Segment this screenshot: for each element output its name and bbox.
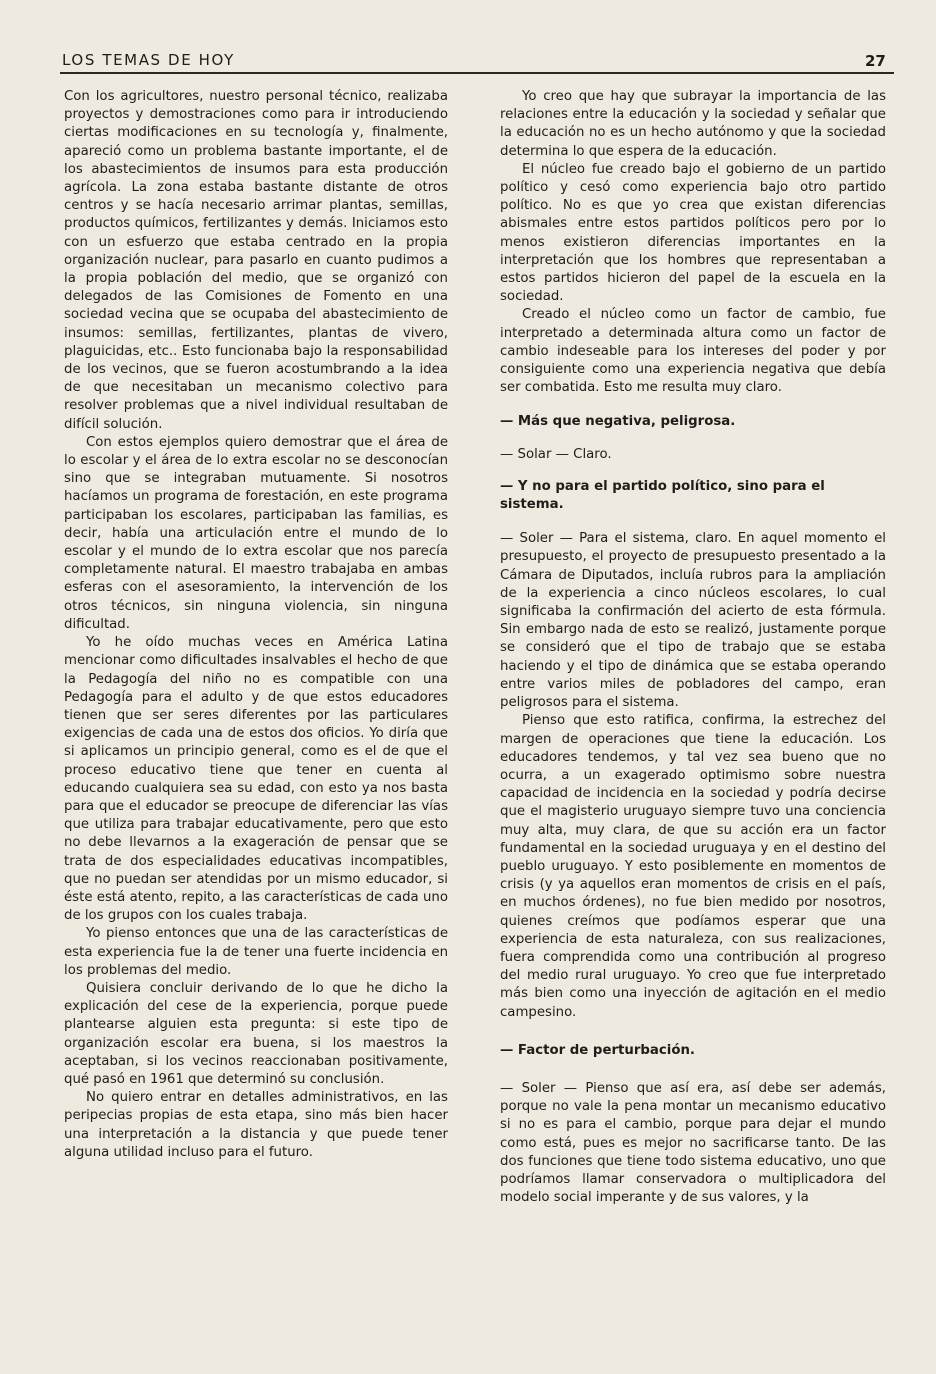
left-column xyxy=(64,88,448,1162)
paragraph: Yo pienso entonces que una de las características de esta experiencia fue la de tener una fuerte incidencia en los problemas del medio. xyxy=(64,926,448,978)
paragraph: Yo creo que hay que subrayar la importancia de las relaciones entre la educación y la sociedad y señalar que la educación no es un hecho autónomo y que la sociedad determina lo que espera de la educación. xyxy=(500,89,886,159)
interviewee-reply: — Solar — Claro. xyxy=(500,446,612,462)
interviewer-question: — Y no para el partido político, sino para el sistema. xyxy=(500,478,825,513)
interviewer-question: — Más que negativa, peligrosa. xyxy=(500,414,736,430)
interviewer-question: — Factor de perturbación. xyxy=(500,1042,695,1058)
right-column xyxy=(500,88,886,1207)
paragraph: Pienso que esto ratifica, confirma, la estrechez del margen de operaciones que tiene la educación. Los educadores tendemos, y tal vez sea bueno que no ocurra, a un exagerado optimismo sobre nuestra capacidad de incidencia en la sociedad y podría decirse que el magisterio uruguayo siempre tuvo una conciencia muy alta, muy clara, de que su acción era un factor fundamental en la sociedad uruguaya y en el destino del pueblo uruguayo. Y esto posiblemente en momentos de crisis (y ya aquellos eran momentos de crisis en el país, en muchos órdenes), no fue bien medido por nosotros, quienes creímos que podíamos esperar que una experiencia de esta naturaleza, con sus realizaciones, fuera comprendida como una contribución al progreso del medio rural uruguayo. Yo creo que fue interpretado más bien como una inyección de agitación en el medio campesino. xyxy=(500,713,886,1020)
paragraph: El núcleo fue creado bajo el gobierno de un partido político y cesó como experiencia bajo otro partido político. No es que yo crea que existan diferencias abismales entre estos partidos políticos pero por lo menos existieron diferencias importantes en la interpretación que los hombres que representaban a estos partidos hicieron del papel de la escuela en la sociedad. xyxy=(500,161,886,305)
page-number: 27 xyxy=(865,52,886,70)
paragraph: — Soler — Pienso que así era, así debe ser además, porque no vale la pena montar un mecanismo educativo si no es para el cambio, porque para dejar el mundo como está, pues es mejor no sacrificarse tanto. De las dos funciones que tiene todo sistema educativo, uno que podríamos llamar conservadora o multiplicadora del modelo social imperante y de sus valores, y la xyxy=(500,1080,886,1206)
running-header-title: LOS TEMAS DE HOY xyxy=(62,51,235,69)
header-rule xyxy=(60,72,894,74)
paragraph: Quisiera concluir derivando de lo que he dicho la explicación del cese de la experiencia, porque puede plantearse alguien esta pregunta: si este tipo de organización escolar era buena, si los maestros la aceptaban, si los vecinos reaccionaban positivamente, qué pasó en 1961 que determinó su conclusión. xyxy=(64,980,448,1087)
paragraph: Yo he oído muchas veces en América Latina mencionar como dificultades insalvables el hecho de que la Pedagogía del niño no es compatible con una Pedagogía para el adulto y de que estos educadores tienen que ser seres diferentes por las particulares exigencias de cada una de estos dos oficios. Yo diría que si aplicamos un principio general, como es el de que el proceso educativo tiene que tener en cuenta al educando cualquiera sea su edad, con esto ya nos basta para que el educador se preocupe de diferenciar las vías que utiliza para trabajar educativamente, pero que esto no debe llevarnos a la exageración de pensar que se trata de dos especialidades educativas incompatibles, que no puedan ser atendidas por un mismo educador, si éste está atento, repito, a las características de cada uno de los grupos con los cuales trabaja. xyxy=(64,635,448,924)
paragraph: — Soler — Para el sistema, claro. En aquel momento el presupuesto, el proyecto de presupuesto presentado a la Cámara de Diputados, incluía rubros para la ampliación de la experiencia a cinco núcleos escolares, lo cual significaba la confirmación del acierto de esta fórmula. Sin embargo nada de esto se realizó, justamente porque se consideró que el tipo de trabajo que se estaba haciendo y el tipo de dinámica que se estaba operando entre varios miles de pobladores del campo, eran peligrosos para el sistema. xyxy=(500,531,886,711)
paragraph: Con los agricultores, nuestro personal técnico, realizaba proyectos y demostraciones como para ir introduciendo ciertas modificaciones en su tecnología y, finalmente, apareció como un problema bastante importante, el de los abastecimientos de insumos para esta producción agrícola. La zona estaba bastante distante de otros centros y se hacía necesario arrimar plantas, semillas, productos químicos, fertilizantes y demás. Iniciamos esto con un esfuerzo que estaba centrado en la propia organización nuclear, para pasarlo en cuanto pudimos a la propia población del medio, que se organizó con delegados de las Comisiones de Fomento en una sociedad vecina que se ocupaba del abastecimiento de insumos: semillas, fertilizantes, plantas de vivero, plaguicidas, etc.. Esto funcionaba bajo la responsabilidad de los vecinos, que se fueron acostumbrando a la idea de que necesitaban un mecanismo colectivo para resolver problemas que a nivel individual resultaban de difícil solución. xyxy=(64,89,448,432)
paragraph: No quiero entrar en detalles administrativos, en las peripecias propias de esta etapa, sino más bien hacer una interpretación a la distancia y que puede tener alguna utilidad incluso para el futuro. xyxy=(64,1090,448,1160)
paragraph: Creado el núcleo como un factor de cambio, fue interpretado a determinada altura como un factor de cambio indeseable para los intereses del poder y por consiguiente como una experiencia negativa que debía ser combatida. Esto me resulta muy claro. xyxy=(500,307,886,396)
paragraph: Con estos ejemplos quiero demostrar que el área de lo escolar y el área de lo extra escolar no se desconocían sino que se integraban mutuamente. Si nosotros hacíamos un programa de forestación, en este programa participaban los escolares, participaban las familias, es decir, había una articulación entre el mundo de lo escolar y el mundo de lo extra escolar que nos parecía completamente natural. El maestro trabajaba en ambas esferas con el asesoramiento, la intervención de los otros técnicos, sin ninguna violencia, sin ninguna dificultad. xyxy=(64,434,448,632)
